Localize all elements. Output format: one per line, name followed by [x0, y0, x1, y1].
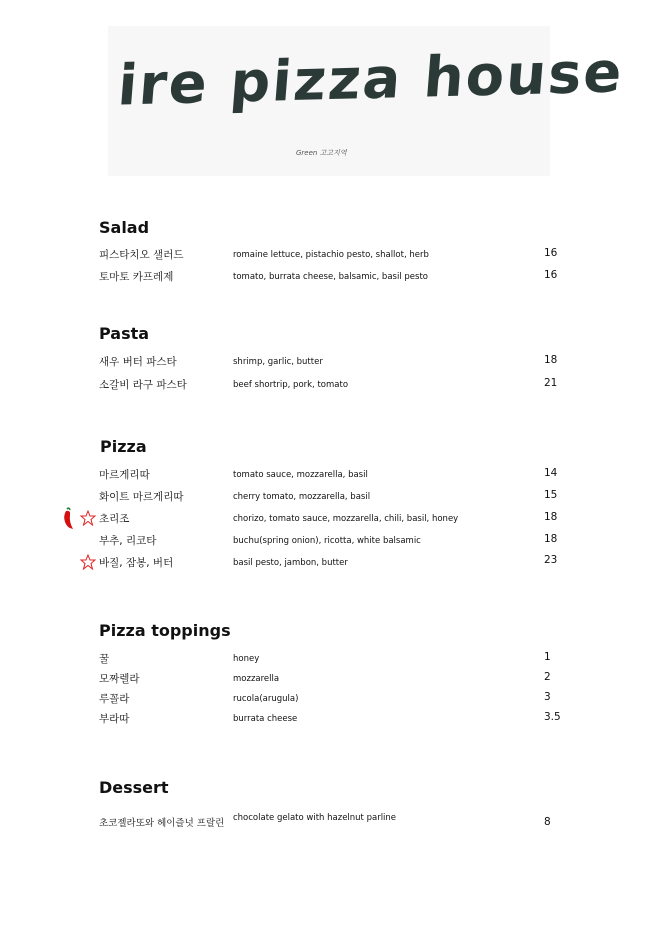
menu-item — [0, 691, 660, 707]
item-name: 부라따 — [99, 713, 130, 725]
item-description: romaine lettuce, pistachio pesto, shallot, herb — [233, 250, 429, 260]
item-name: 새우 버터 파스타 — [99, 356, 177, 368]
item-price: 2 — [544, 671, 551, 683]
item-description: burrata cheese — [233, 714, 298, 724]
item-price: 18 — [544, 511, 558, 523]
logo — [108, 26, 627, 176]
item-name: 루꼴라 — [99, 693, 130, 705]
item-name: 마르게리따 — [99, 469, 150, 481]
logo-text: ire pizza house — [115, 40, 627, 119]
item-price: 21 — [544, 377, 558, 389]
item-description: chorizo, tomato sauce, mozzarella, chili, basil, honey — [233, 514, 459, 524]
item-price: 23 — [544, 554, 558, 566]
item-description: beef shortrip, pork, tomato — [233, 380, 349, 390]
item-description: chocolate gelato with hazelnut parline — [233, 813, 397, 823]
section-title-toppings: Pizza toppings — [99, 621, 231, 640]
item-price: 14 — [544, 467, 558, 479]
item-price: 3.5 — [544, 711, 561, 723]
item-price: 1 — [544, 651, 551, 663]
menu-item — [0, 555, 660, 571]
star-icon — [80, 554, 96, 570]
item-price: 18 — [544, 533, 558, 545]
menu-item — [0, 651, 660, 667]
item-description: shrimp, garlic, butter — [233, 357, 323, 367]
item-description: basil pesto, jambon, butter — [233, 558, 348, 568]
item-price: 15 — [544, 489, 558, 501]
item-price: 16 — [544, 247, 558, 259]
item-description: tomato sauce, mozzarella, basil — [233, 470, 368, 480]
section-title-pasta: Pasta — [99, 324, 150, 343]
menu-item — [0, 354, 660, 370]
item-name: 초리조 — [99, 513, 130, 525]
menu-item — [0, 489, 660, 505]
item-name: 부추, 리코타 — [99, 535, 157, 547]
item-description: mozzarella — [233, 674, 280, 684]
item-price: 18 — [544, 354, 558, 366]
menu-item — [0, 247, 660, 263]
chili-icon — [61, 507, 75, 531]
menu-item — [0, 814, 660, 830]
item-price: 3 — [544, 691, 551, 703]
section-title-dessert: Dessert — [99, 778, 169, 797]
item-name: 소갈비 라구 파스타 — [99, 379, 187, 391]
item-price: 16 — [544, 269, 558, 281]
menu-item — [0, 377, 660, 393]
menu-item — [0, 511, 660, 527]
menu-item — [0, 467, 660, 483]
item-name: 꿀 — [99, 653, 110, 665]
item-name: 피스타치오 샐러드 — [99, 249, 184, 261]
menu-item — [0, 671, 660, 687]
item-description: tomato, burrata cheese, balsamic, basil pesto — [233, 272, 428, 282]
item-description: buchu(spring onion), ricotta, white balsamic — [233, 536, 421, 546]
item-name: 바질, 잠봉, 버터 — [99, 557, 174, 569]
item-name: 토마토 카프레제 — [99, 271, 174, 283]
item-description: cherry tomato, mozzarella, basil — [233, 492, 371, 502]
item-name: 초코젤라또와 헤이즐넛 프랄린 — [99, 818, 225, 829]
logo-subtitle: Green 고고지역 — [296, 149, 347, 157]
star-icon — [80, 510, 96, 526]
menu-item — [0, 711, 660, 727]
item-name: 화이트 마르게리따 — [99, 491, 184, 503]
menu-item — [0, 269, 660, 285]
item-name: 모짜렐라 — [99, 673, 140, 685]
item-price: 8 — [544, 816, 551, 828]
menu-item — [0, 533, 660, 549]
item-description: honey — [233, 654, 260, 664]
item-description: rucola(arugula) — [233, 694, 299, 704]
section-title-salad: Salad — [99, 218, 150, 237]
section-title-pizza: Pizza — [100, 437, 147, 456]
